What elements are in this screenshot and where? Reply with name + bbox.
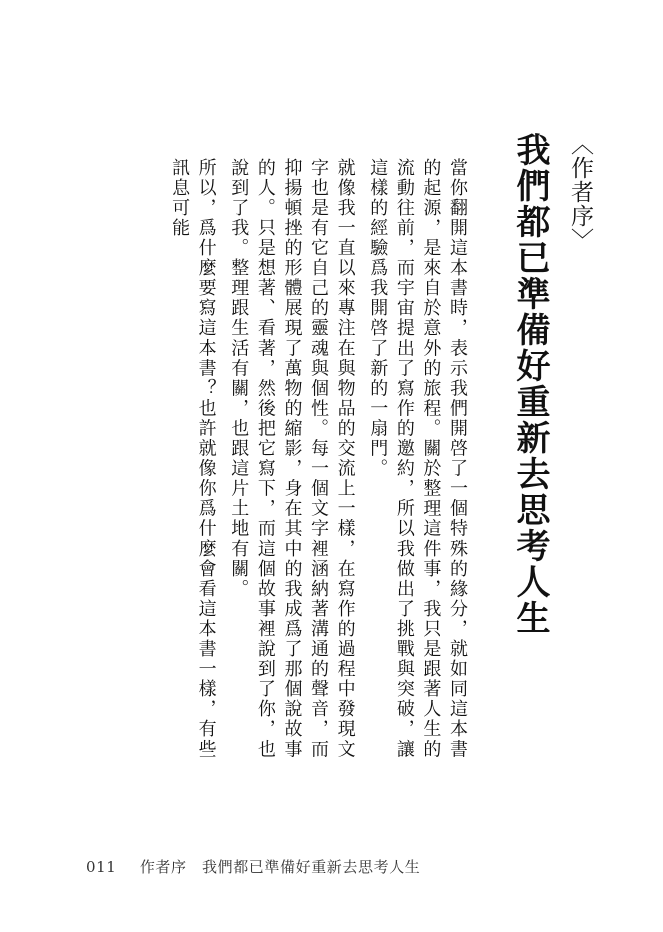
page-footer xyxy=(86,856,420,877)
page-title: 我們都已準備好重新去思考人生 xyxy=(510,132,550,636)
paragraph-1: 當你翻開這本書時，表示我們開啓了一個特殊的緣分，就如同這本書的起源，是來自於意外的旅程。關於整理這件事，我只是跟著人生的流動往前，而宇宙提出了寫作的邀約，所以我做出了挑戰與突破，讓這樣的經驗爲我開啓了新的一扇門。 xyxy=(367,158,468,760)
paragraph-3: 所以，爲什麼要寫這本書？也許就像你爲什麼會看這本書一樣，有些訊息可能 xyxy=(169,158,217,760)
preface-body xyxy=(100,158,470,778)
paragraph-2: 就像我一直以來專注在與物品的交流上一樣，在寫作的過程中發現文字也是有它自己的靈魂與個性。每一個文字裡涵納著溝通的聲音，而抑揚頓挫的形體展現了萬物的縮影，身在其中的我成爲了那個說故事的人。只是想著、看著，然後把它寫下，而這個故事裡說到了你，也說到了我。整理跟生活有關，也跟這片土地有關。 xyxy=(228,158,356,760)
page-number: 011 xyxy=(86,858,117,876)
running-title: 我們都已準備好重新去思考人生 xyxy=(202,858,421,876)
preface-heading xyxy=(488,132,600,652)
running-section: 作者序 xyxy=(139,858,187,876)
section-label: 〈作者序〉 xyxy=(567,132,593,252)
